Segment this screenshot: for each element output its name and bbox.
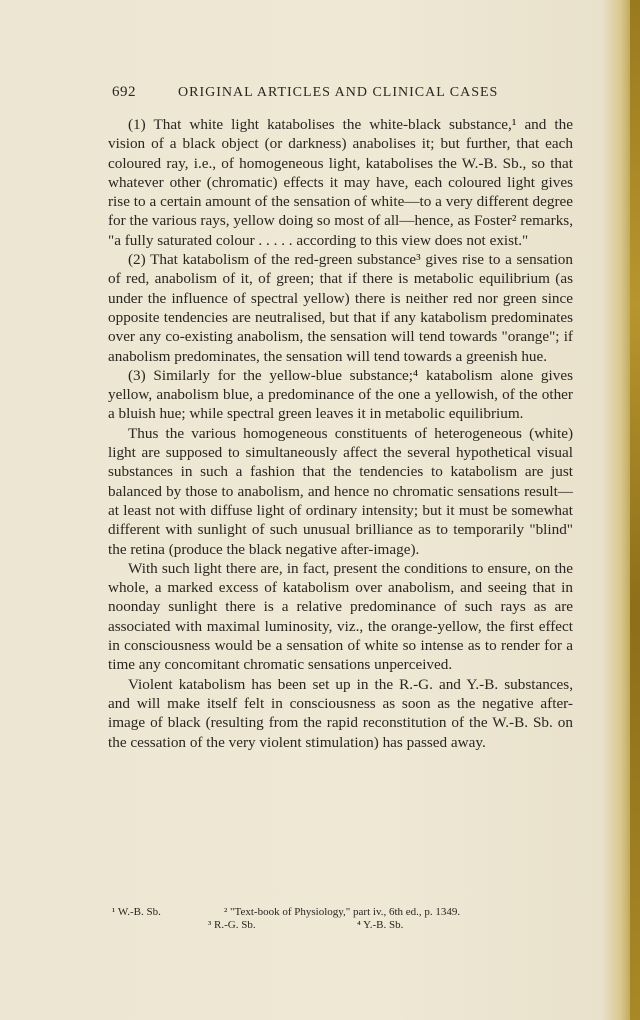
paragraph-6: Violent katabolism has been set up in the R.-G. and Y.-B. substances, and will make itself felt in consciousness as soon as the negative after-image of black (resulting from the rapid reconstitution of the W.-B. Sb. on the cessation of the very violent stimulation) has passed away. xyxy=(108,675,573,751)
page-header xyxy=(112,84,572,104)
paragraph-2: (2) That katabolism of the red-green substance³ gives rise to a sensation of red, anabolism of it, of green; that if there is metabolic equilibrium (as under the influence of spectral yellow) there is neither red nor green since opposite tendencies are neutralised, but that if any katabolism predominates over any co-existing anabolism, the sensation will tend towards "orange"; if anabolism predominates, the sensation will tend towards a greenish hue. xyxy=(108,251,573,365)
footnote-4: ⁴ Y.-B. Sb. xyxy=(357,919,404,931)
footnotes xyxy=(112,906,572,932)
page-number: 692 xyxy=(112,84,136,100)
paragraph-5: With such light there are, in fact, present the conditions to ensure, on the whole, a marked excess of katabolism over anabolism, and seeing that in noonday sunlight there is a relative predominance of such rays as are associated with maximal luminosity, viz., the orange-yellow, the first effect in consciousness would be a sensation of white so intense as to render for a time any concomitant chromatic sensations unperceived. xyxy=(108,559,573,674)
paragraph-1: (1) That white light katabolises the white-black substance,¹ and the vision of a black object (or darkness) anabolises it; but further, that each coloured ray, i.e., of homogeneous light, katabolises the W.-B. Sb., so that whatever other (chromatic) effects it may have, each coloured light gives rise to a certain amount of the sensation of white—to a very different degree for the various rays, yellow doing so most of all—hence, as Foster² remarks, "a fully saturated colour . . . . . according to this view does not exist." xyxy=(108,116,573,249)
footnote-row-1 xyxy=(112,906,572,919)
footnote-1: ¹ W.-B. Sb. xyxy=(112,906,161,918)
footnote-row-2 xyxy=(112,919,572,932)
paragraph-4: Thus the various homogeneous constituents of heterogeneous (white) light are supposed to simultaneously affect the several hypothetical visual substances in such a fashion that the tendencies to katabolism are just balanced by those to anabolism, and hence no chromatic sensations result—at least not with diffuse light of ordinary intensity; but it must be somewhat different with sunlight of such unusual brilliance as to temporarily "blind" the retina (produce the black negative after-image). xyxy=(108,424,573,558)
footnote-2: ² "Text-book of Physiology," part iv., 6th ed., p. 1349. xyxy=(224,906,461,918)
paragraph-3: (3) Similarly for the yellow-blue substance;⁴ katabolism alone gives yellow, anabolism blue, a predominance of the one a yellowish, of the other a bluish hue; while spectral green leaves it in metabolic equilibrium. xyxy=(108,366,573,423)
page-gilt-edge xyxy=(630,0,640,1020)
body-text xyxy=(108,115,573,752)
running-title: ORIGINAL ARTICLES AND CLINICAL CASES xyxy=(178,85,499,100)
footnote-3: ³ R.-G. Sb. xyxy=(208,919,256,931)
